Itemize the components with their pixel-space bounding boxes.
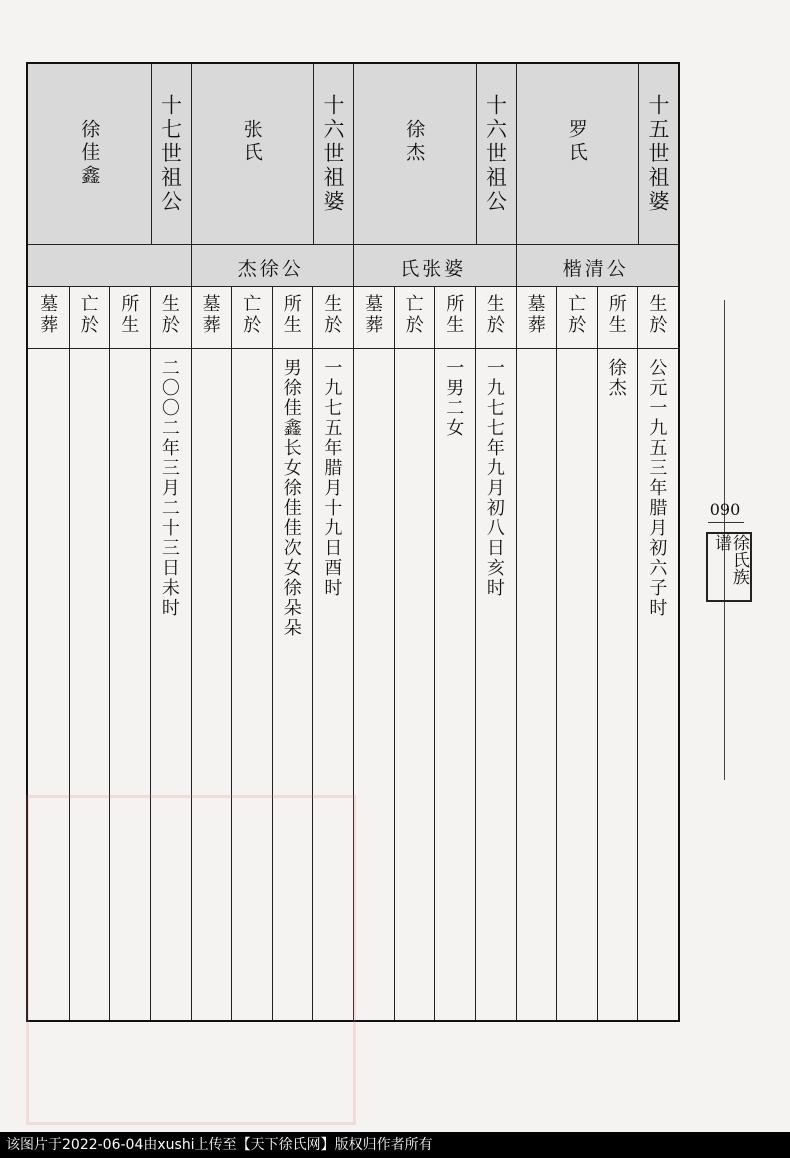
field-label: 生於 [483, 294, 505, 336]
upload-notice: 该图片于2022-06-04由xushi上传至【天下徐氏网】版权归作者所有 [0, 1132, 790, 1158]
field-label: 亡於 [240, 294, 262, 336]
group-divider [353, 64, 354, 1020]
generation-title: 十七世祖公 [158, 94, 183, 214]
header-divider [638, 64, 639, 244]
group-divider [191, 64, 192, 1020]
field-label: 生於 [158, 294, 180, 336]
field-value: 徐杰 [605, 358, 627, 398]
field-label: 墓葬 [37, 294, 59, 336]
field-value: 公元一九五三年腊月初六子时 [646, 358, 668, 618]
subcolumn-divider [150, 286, 151, 1020]
subcolumn-divider [597, 286, 598, 1020]
field-label: 所生 [605, 294, 627, 336]
subcolumn-divider [637, 286, 638, 1020]
person-name: 张氏 [240, 119, 263, 165]
field-label: 墓葬 [362, 294, 384, 336]
field-value: 男徐佳鑫长女徐佳佳次女徐朵朵 [280, 358, 302, 638]
generation-title: 十六世祖婆 [321, 94, 345, 214]
field-label: 生於 [321, 294, 343, 336]
subcolumn-divider [69, 286, 70, 1020]
subcolumn-divider [109, 286, 110, 1020]
field-label: 墓葬 [524, 294, 546, 336]
person-name: 徐杰 [403, 119, 426, 165]
generation-title: 十五世祖婆 [646, 94, 670, 214]
field-label: 生於 [646, 294, 668, 336]
field-value: 二〇〇二年三月二十三日未时 [158, 358, 180, 618]
field-label: 亡於 [402, 294, 424, 336]
seal-stamp [706, 532, 752, 602]
subcolumn-divider [475, 286, 476, 1020]
generation-title: 十六世祖公 [483, 94, 508, 214]
field-label: 亡於 [77, 294, 99, 336]
field-label: 墓葬 [199, 294, 221, 336]
subcolumn-divider [394, 286, 395, 1020]
field-label: 亡於 [565, 294, 587, 336]
spouse-label: 楷清公 [562, 258, 629, 280]
field-label: 所生 [443, 294, 465, 336]
field-label: 所生 [118, 294, 140, 336]
header-divider [151, 64, 152, 244]
subcolumn-divider [231, 286, 232, 1020]
subcolumn-divider [312, 286, 313, 1020]
page-number: 090 [709, 500, 741, 519]
page-number-rule [708, 522, 744, 523]
person-name: 徐佳鑫 [78, 119, 101, 188]
subcolumn-divider [556, 286, 557, 1020]
field-value: 一男二女 [443, 358, 465, 438]
spouse-label: 杰徐公 [237, 258, 304, 280]
field-value: 一九七七年九月初八日亥时 [483, 358, 505, 598]
field-label: 所生 [280, 294, 302, 336]
genealogy-table [26, 62, 680, 1022]
field-value: 一九七五年腊月十九日酉时 [321, 358, 343, 598]
person-name: 罗氏 [565, 119, 588, 165]
table-grid [28, 64, 678, 1020]
header-divider [313, 64, 314, 244]
subcolumn-divider [434, 286, 435, 1020]
group-divider [516, 64, 517, 1020]
subcolumn-divider [272, 286, 273, 1020]
header-divider [476, 64, 477, 244]
seal-text: 徐氏族谱 [711, 534, 749, 585]
spouse-label: 氏张婆 [400, 258, 467, 280]
